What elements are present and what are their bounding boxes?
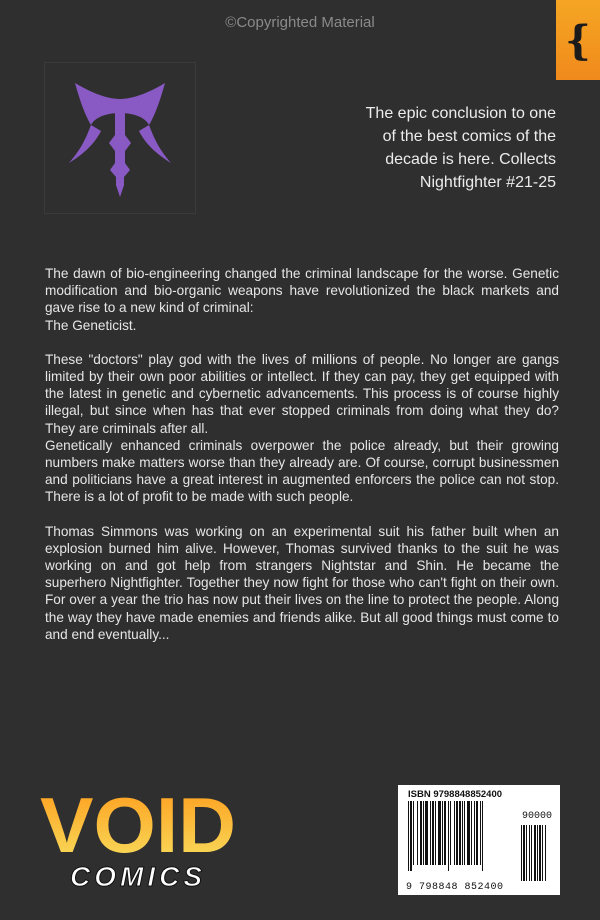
barcode-bar	[462, 801, 463, 865]
barcode-bar	[410, 801, 412, 871]
barcode-bar	[450, 801, 451, 865]
barcode-bar	[432, 801, 434, 865]
barcode-bar	[408, 801, 409, 871]
barcode-bar	[467, 801, 470, 865]
barcode-bar	[471, 801, 472, 865]
barcode-bar	[456, 801, 458, 865]
price-code: 90000	[521, 811, 552, 822]
description-paragraph-3: Thomas Simmons was working on an experimental suit his father built when an explosion burned him alive. However, Thomas survived thanks to the suit he was working on and got help from strangers Nightstar and Shin. He became the superhero Nightfighter. Together they now fight for those who can't fight on their own. For over a year the trio has now put their lives on the line to protect the people. Along the way they have made enemies and friends alike. But all good things must come to and end eventually...	[45, 523, 559, 642]
isbn-barcode	[398, 785, 560, 895]
addon-barcode-bar	[531, 825, 532, 881]
addon-barcode-bar	[526, 825, 527, 881]
barcode-bar	[480, 801, 481, 865]
barcode-bar	[435, 801, 436, 865]
barcode-bar	[444, 801, 446, 865]
curly-brace-glyph: {	[565, 16, 591, 64]
copyright-watermark: ©Copyrighted Material	[225, 14, 375, 31]
isbn-label: ISBN 9798848852400	[408, 789, 503, 800]
publisher-corner-tab	[556, 0, 600, 80]
addon-barcode-bar	[537, 825, 538, 881]
barcode-bar	[454, 801, 455, 865]
void-comics-logo	[38, 790, 238, 890]
barcode-bar	[417, 801, 418, 865]
barcode-bar	[448, 801, 449, 871]
addon-barcode-bar	[523, 825, 525, 881]
addon-barcode-bar	[521, 825, 522, 881]
logo-comics-wordmark: COMICS	[70, 861, 206, 890]
paragraph-1-text: The dawn of bio-engineering changed the criminal landscape for the worse. Genetic modification and bio-organic weapons have revolutionized the black markets and gave rise to a new kind of criminal:	[45, 266, 559, 316]
trident-emblem-icon	[55, 73, 185, 203]
addon-barcode-bar	[534, 825, 536, 881]
description-paragraph-2	[45, 351, 559, 506]
tagline: The epic conclusion to one of the best comics of the decade is here. Collects Nightfighter #21-25	[365, 105, 556, 191]
barcode-bar	[413, 801, 414, 865]
barcode-bar	[459, 801, 461, 865]
barcode-bar	[423, 801, 424, 865]
ean-barcode-bars	[406, 801, 524, 883]
barcode-bar	[438, 801, 441, 865]
barcode-bar	[425, 801, 428, 865]
barcode-bar	[430, 801, 431, 865]
void-comics-logo-graphic	[38, 790, 238, 890]
addon-barcode-bar	[539, 825, 541, 881]
paragraph-2b-text: Genetically enhanced criminals overpower the police already, but their growing numbers make matters worse than they already are. Of course, corrupt businessmen and politicians have a great interest in augmented enforcers the police can not stop. There is a lot of profit to be made with such people.	[45, 437, 559, 505]
logo-void-wordmark: VOID	[40, 790, 236, 869]
description-paragraph-1	[45, 265, 559, 334]
addon-barcode-bar	[545, 825, 546, 881]
barcode-bar	[420, 801, 422, 865]
barcode-bar	[442, 801, 443, 865]
ean-digits: 9 798848 852400	[406, 882, 504, 893]
barcode-bar	[482, 801, 483, 871]
back-cover-description	[45, 265, 559, 643]
addon-barcode-bars	[520, 825, 554, 885]
emblem-frame	[44, 62, 196, 214]
barcode-bar	[476, 801, 478, 865]
barcode-bar	[474, 801, 475, 865]
addon-barcode-bar	[542, 825, 543, 881]
paragraph-1-emphasis: The Geneticist.	[45, 317, 137, 333]
barcode-bar	[464, 801, 465, 865]
paragraph-2a-text: These "doctors" play god with the lives of millions of people. No longer are gangs limited by their own poor abilities or intellect. If they can pay, they get equipped with the latest in genetic and cybernetic advancements. This process is of course highly illegal, but since when has that ever stopped criminals from doing what they do? They are criminals after all.	[45, 351, 559, 436]
addon-barcode-bar	[529, 825, 530, 881]
